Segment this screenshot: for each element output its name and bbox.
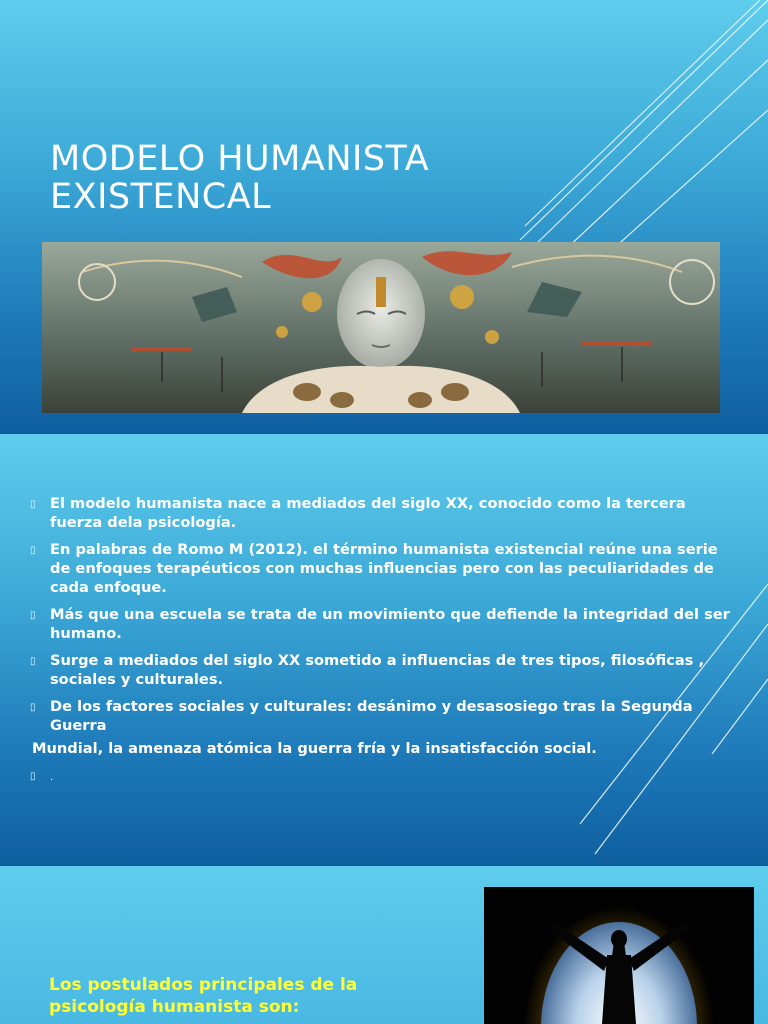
bullet-text: En palabras de Romo M (2012). el término humanista existencial reúne una serie de enfoques terapéuticos con muchas influencias pero con las peculiaridades de cada enfoque. (50, 541, 718, 596)
slide-bullets (0, 434, 768, 866)
bullet-item (30, 697, 730, 735)
slide-postulates (0, 866, 768, 1024)
bullet-text: . (50, 772, 54, 783)
bullet-list (30, 494, 730, 795)
raised-arms-earth-image (484, 887, 754, 1024)
bullet-item (30, 494, 730, 532)
bullet-marker-icon: ▯ (30, 702, 36, 713)
postulates-heading (49, 974, 357, 1018)
bullet-text: El modelo humanista nace a mediados del siglo XX, conocido como la tercera fuerza dela psicología. (50, 495, 686, 531)
slide-title-text (50, 140, 429, 216)
bullet-text: Más que una escuela se trata de un movimiento que defiende la integridad del ser humano. (50, 606, 730, 642)
humanist-face-artwork (42, 242, 720, 413)
bullet-marker-icon: ▯ (30, 545, 36, 556)
heading-line-1: Los postulados principales de la (49, 975, 358, 995)
bullet-text: Mundial, la amenaza atómica la guerra fría y la insatisfacción social. (32, 740, 597, 757)
continuation-text (30, 739, 730, 758)
bullet-item (30, 651, 730, 689)
bullet-marker-icon: ▯ (30, 610, 36, 621)
slide-title (0, 0, 768, 434)
bullet-marker-icon: ▯ (30, 771, 36, 782)
title-line-1: MODELO HUMANISTA (50, 139, 430, 179)
bullet-item (30, 605, 730, 643)
bullet-marker-icon: ▯ (30, 656, 36, 667)
heading-line-2: psicología humanista son: (49, 997, 300, 1017)
bullet-marker-icon: ▯ (30, 499, 36, 510)
title-line-2: EXISTENCAL (50, 177, 272, 217)
bullet-text: Surge a mediados del siglo XX sometido a influencias de tres tipos, filosóficas , sociales y culturales. (50, 652, 704, 688)
bullet-item (30, 766, 730, 787)
bullet-item (30, 540, 730, 597)
bullet-text: De los factores sociales y culturales: desánimo y desasosiego tras la Segunda Guerra (50, 698, 693, 734)
